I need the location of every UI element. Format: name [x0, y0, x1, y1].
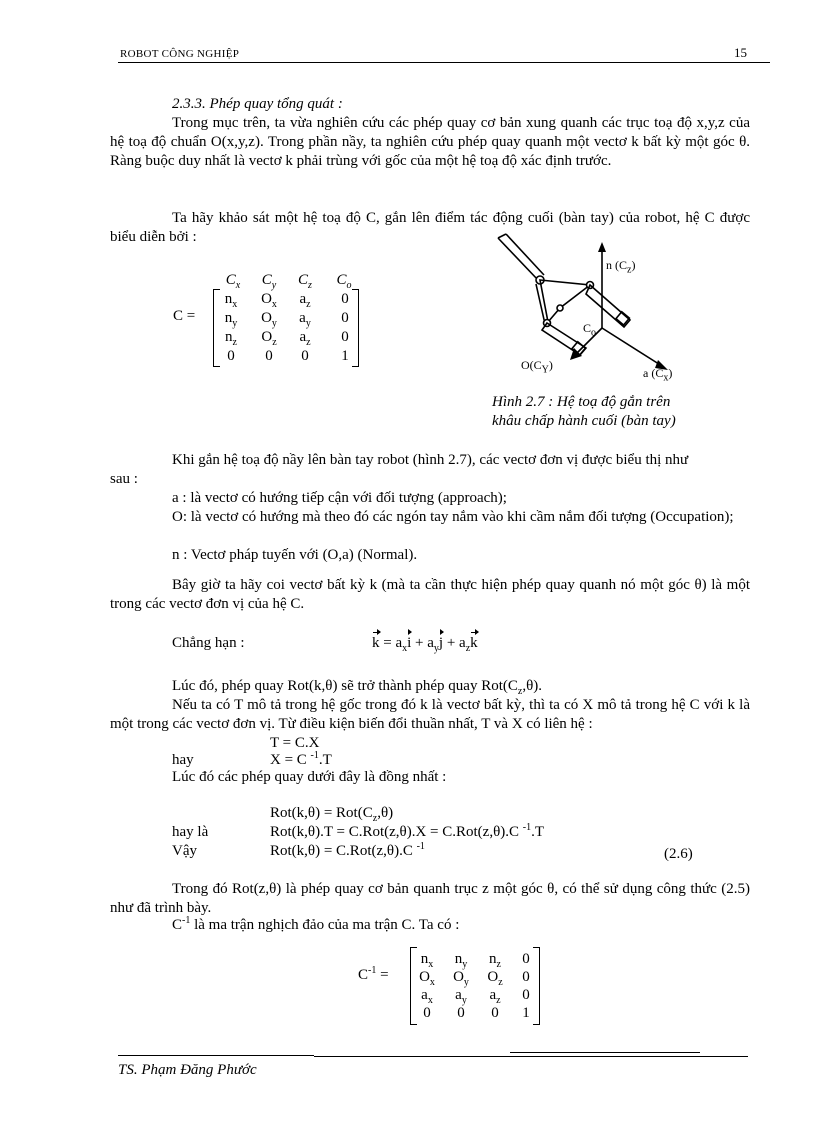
header-rule [118, 62, 770, 63]
paragraph-intro: Trong mục trên, ta vừa nghiên cứu các phép quay cơ bản xung quanh các trục toạ độ x,y,z của hệ toạ độ chuẩn O(x,y,z). Trong phần nầy, ta nghiên cứu phép quay quanh một vectơ k bất kỳ một góc θ. Ràng buộc duy nhất là vectơ k phải trùng với gốc của một hệ toạ độ xác định trước. [110, 115, 750, 169]
equation-rot-k: Rot(k,θ) = C.Rot(z,θ).C $^{-1}$ [270, 841, 425, 859]
matrix-cinv-cell: 1 [522, 1005, 530, 1021]
axis-a [602, 328, 662, 366]
footer-rule-left [118, 1055, 314, 1056]
matrix-cinv-cell: $a_z$ [489, 987, 501, 1006]
paragraph-system-c: Ta hãy khảo sát một hệ toạ độ C, gắn lên điểm tác động cuối (bàn tay) của robot, hệ C được biểu diễn bởi : [110, 210, 750, 245]
page-number: 15 [734, 45, 747, 60]
figure-label-a: a $(C_x)$ [643, 366, 673, 384]
paragraph-rot-cz: Lúc đó, phép quay Rot(k,θ) sẽ trở thành phép quay $Rot(C_z,\theta)$. [172, 678, 543, 697]
matrix-cinv-cell: $O_y$ [453, 969, 469, 988]
example-label: Chẳng hạn : [172, 635, 245, 651]
item-vector-a: a : là vectơ có hướng tiếp cận với đối tượng (approach); [172, 490, 507, 506]
matrix-c-header-co: $C_o$ [336, 272, 352, 291]
paragraph-identical: Lúc đó các phép quay dưới đây là đồng nhất : [172, 769, 447, 785]
matrix-cinv-cell: 0 [491, 1005, 499, 1021]
figure-label-n: n $(C_z)$ [606, 258, 636, 276]
equation-rot-identity: $Rot(k,\theta) = Rot(C_z,\theta)$ [270, 805, 394, 824]
matrix-cinv-cell: $a_y$ [455, 987, 467, 1006]
label-hay: hay [172, 752, 194, 768]
paragraph-hand-attach: Khi gắn hệ toạ độ nầy lên bàn tay robot (hình 2.7), các vectơ đơn vị được biểu thị như [172, 452, 689, 468]
figure-label-co: $C_o$ [583, 321, 597, 339]
equation-number: (2.6) [664, 846, 693, 862]
matrix-cinv-cell: 0 [522, 951, 530, 967]
matrix-cinv-cell: $a_x$ [421, 987, 433, 1006]
matrix-cinv-cell: $O_x$ [419, 969, 435, 988]
paragraph-inverse: $C^{-1}$ là ma trận nghịch đảo của ma trận C. Ta có : [172, 915, 460, 933]
section-heading: 2.3.3. Phép quay tổng quát : [172, 96, 343, 112]
label-hay-la: hay là [172, 824, 209, 840]
matrix-c-cell: 0 [341, 291, 349, 307]
matrix-c-label: C = [173, 308, 196, 324]
figure-caption-line2: khâu chấp hành cuối (bàn tay) [492, 413, 676, 429]
paragraph-arbitrary-vector: Bây giờ ta hãy coi vectơ bất kỳ k (mà ta cần thực hiện phép quay quanh nó một góc θ) là một trong các vectơ đơn vị của hệ C. [110, 577, 750, 612]
matrix-c-header-cx: $C_x$ [225, 272, 241, 291]
matrix-c-cell: $a_z$ [299, 291, 311, 310]
arrow-n [598, 242, 606, 252]
matrix-c-cell: $a_z$ [299, 329, 311, 348]
running-header-title: ROBOT CÔNG NGHIỆP [120, 48, 240, 60]
matrix-cinv-cell: $n_x$ [420, 951, 434, 970]
matrix-c-cell: 1 [341, 348, 349, 364]
matrix-cinv-label: $C^{-1}$ = [358, 965, 389, 983]
matrix-c-header-cz: $C_z$ [298, 272, 312, 291]
example-formula: $k = a_xi + a_yj + a_zk$ [372, 635, 478, 654]
matrix-cinv-cell: 0 [522, 987, 530, 1003]
arm-line-upper [498, 238, 538, 280]
paragraph-t-x-relation: Nếu ta có T mô tả trong hệ gốc trong đó k là vectơ bất kỳ, thì ta có X mô tả trong hệ C với k là một trong các vectơ đơn vị. Từ điều kiện biến đổi thuần nhất, T và X có liên hệ : [110, 697, 750, 732]
matrix-c-cell: $n_y$ [224, 310, 238, 329]
equation-t: T = C.X [270, 735, 320, 751]
matrix-c-cell: $O_z$ [261, 329, 277, 348]
item-vector-o: O: là vectơ có hướng mà theo đó các ngón tay nắm vào khi cầm nắm đối tượng (Occupation); [172, 509, 734, 525]
paragraph-rot-z: Trong đó Rot(z,θ) là phép quay cơ bản quanh trục z một góc θ, có thể sử dụng công thức (2.5) như đã trình bày. [110, 881, 750, 916]
matrix-cinv-cell: 0 [522, 969, 530, 985]
matrix-cinv-cell: 0 [423, 1005, 431, 1021]
equation-rot-t: Rot(k,θ).T = C.Rot(z,θ).X = C.Rot(z,θ).C $^{-1}$.T [270, 822, 545, 840]
footer-rule-right [314, 1056, 748, 1057]
figure-label-o: $O(C_Y)$ [521, 358, 553, 376]
matrix-cinv-cell: $n_y$ [454, 951, 468, 970]
matrix-cinv-cell: $n_z$ [489, 951, 501, 970]
paragraph-hand-attach-cont: sau : [110, 471, 138, 487]
arm-line-lower [506, 234, 544, 275]
matrix-c-cell: $O_y$ [261, 310, 277, 329]
matrix-c-header-cy: $C_y$ [261, 272, 277, 291]
label-vay: Vậy [172, 843, 197, 859]
matrix-c-cell: 0 [227, 348, 235, 364]
matrix-c-cell: 0 [301, 348, 309, 364]
footer-rule-upper [510, 1052, 700, 1053]
matrix-c-cell: $O_x$ [261, 291, 277, 310]
matrix-c-cell: 0 [341, 329, 349, 345]
matrix-c-cell: $a_y$ [299, 310, 311, 329]
matrix-c-cell: $n_z$ [225, 329, 237, 348]
matrix-c-cell: $n_x$ [224, 291, 238, 310]
hand-linkage [540, 280, 590, 322]
matrix-c-cell: 0 [265, 348, 273, 364]
matrix-c-cell: 0 [341, 310, 349, 326]
matrix-cinv-cell: 0 [457, 1005, 465, 1021]
matrix-cinv-cell: $O_z$ [487, 969, 503, 988]
figure-caption-line1: Hình 2.7 : Hệ toạ độ gắn trên [492, 394, 671, 410]
footer-author: TS. Phạm Đăng Phước [118, 1062, 257, 1078]
equation-x: X = C $^{-1}$.T [270, 750, 332, 768]
item-vector-n: n : Vectơ pháp tuyến với (O,a) (Normal). [172, 547, 418, 563]
